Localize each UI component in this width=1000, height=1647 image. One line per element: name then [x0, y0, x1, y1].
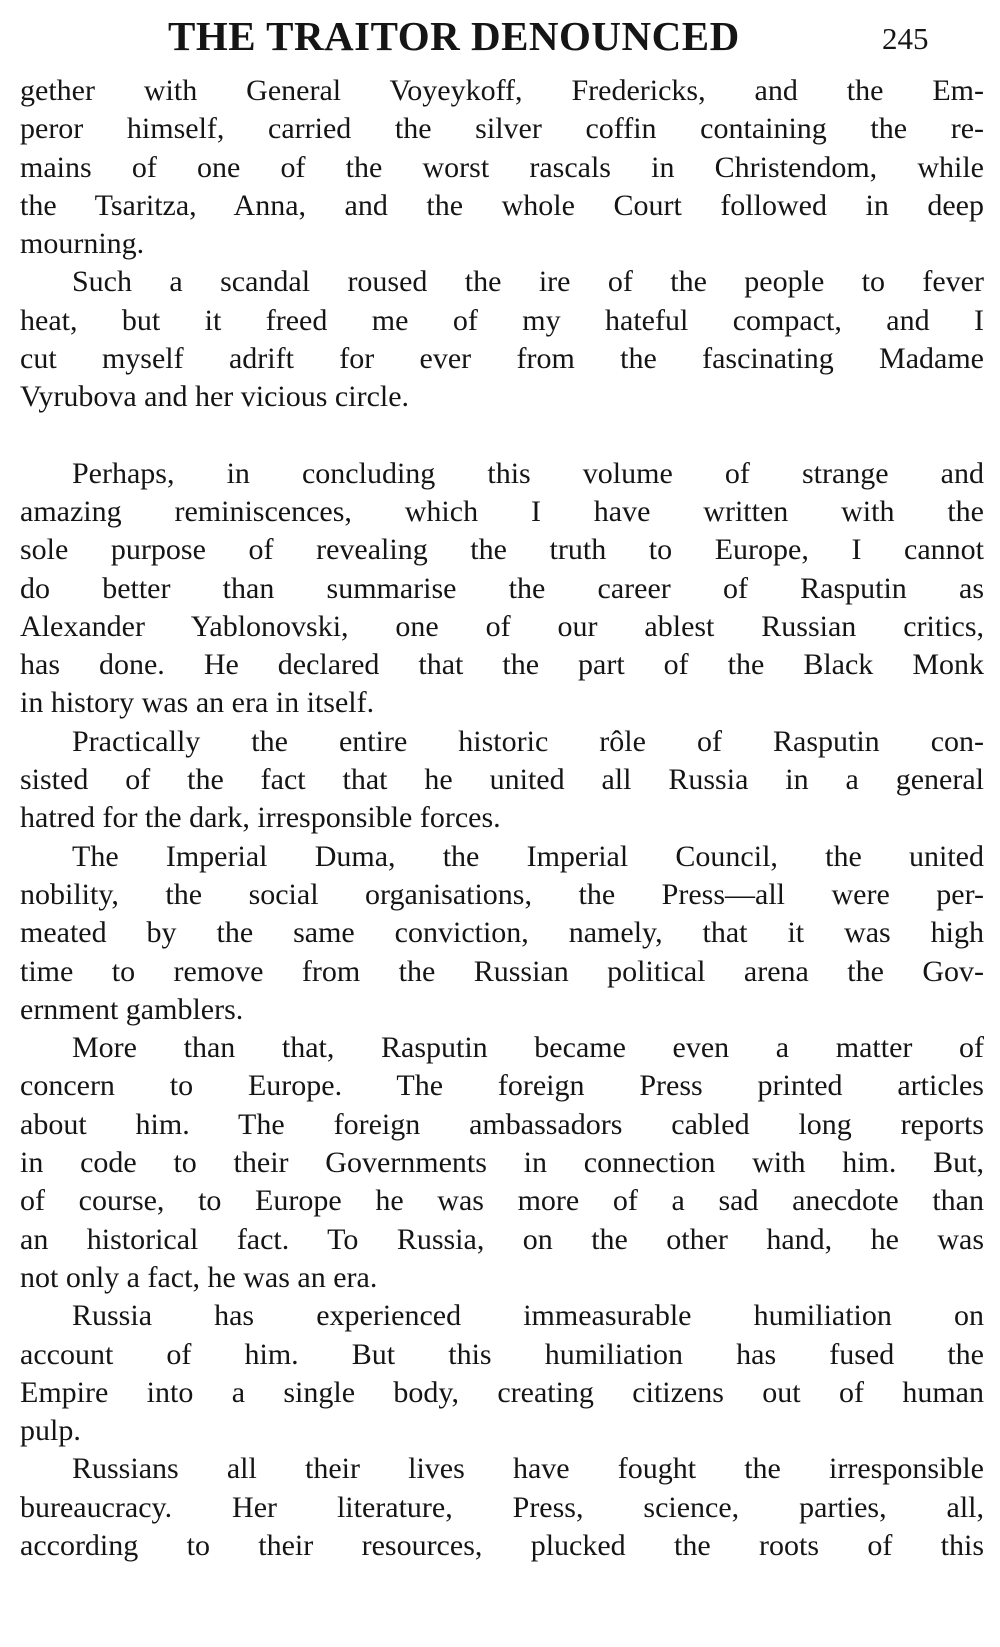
text-line: bureaucracy. Her literature, Press, science, parties, all,	[20, 1490, 984, 1524]
text-line: Empire into a single body, creating citizens out of human	[20, 1375, 984, 1409]
text-line: Alexander Yablonovski, one of our ablest Russian critics,	[20, 609, 984, 643]
text-line: pulp.	[20, 1414, 81, 1448]
text-line: amazing reminiscences, which I have written with the	[20, 494, 984, 528]
text-line: gether with General Voyeykoff, Fredericks, and the Em-	[20, 74, 984, 107]
text-line: sisted of the fact that he united all Russia in a general	[20, 763, 984, 797]
text-line: of course, to Europe he was more of a sad anecdote than	[20, 1184, 984, 1218]
text-line: Such a scandal roused the ire of the people to fever	[72, 265, 984, 299]
text-line: Russians all their lives have fought the irresponsible	[72, 1452, 984, 1486]
text-line: meated by the same conviction, namely, that it was high	[20, 916, 984, 950]
text-line: an historical fact. To Russia, on the other hand, he was	[20, 1222, 984, 1256]
text-line: More than that, Rasputin became even a matter of	[72, 1031, 984, 1065]
text-line: in code to their Governments in connection with him. But,	[20, 1146, 984, 1180]
text-line: hatred for the dark, irresponsible forces.	[20, 801, 501, 835]
body-text	[20, 72, 984, 1565]
text-line: cut myself adrift for ever from the fascinating Madame	[20, 342, 984, 376]
text-line: about him. The foreign ambassadors cabled long reports	[20, 1107, 984, 1141]
text-line: Perhaps, in concluding this volume of strange and	[72, 456, 984, 490]
text-line: heat, but it freed me of my hateful compact, and I	[20, 303, 984, 337]
text-line: mourning.	[20, 227, 145, 261]
running-title: THE TRAITOR DENOUNCED	[168, 13, 740, 59]
text-line: the Tsaritza, Anna, and the whole Court followed in deep	[20, 188, 984, 222]
text-line: not only a fact, he was an era.	[20, 1260, 378, 1294]
text-line: Practically the entire historic rôle of Rasputin con-	[72, 724, 984, 758]
text-line: do better than summarise the career of Rasputin as	[20, 571, 984, 605]
text-line: concern to Europe. The foreign Press printed articles	[20, 1069, 984, 1103]
text-line: peror himself, carried the silver coffin containing the re-	[20, 112, 984, 146]
text-line: account of him. But this humiliation has fused the	[20, 1337, 984, 1371]
text-line: in history was an era in itself.	[20, 686, 375, 720]
text-line: time to remove from the Russian political arena the Gov-	[20, 954, 984, 988]
page-header	[0, 6, 1000, 66]
text-line: sole purpose of revealing the truth to Europe, I cannot	[20, 533, 984, 567]
text-line: ernment gamblers.	[20, 992, 244, 1026]
text-line: nobility, the social organisations, the Press—all were per-	[20, 877, 984, 911]
text-line: The Imperial Duma, the Imperial Council, the united	[72, 839, 984, 873]
text-line: mains of one of the worst rascals in Christendom, while	[20, 150, 984, 184]
page-number: 245	[882, 21, 929, 56]
text-line: Russia has experienced immeasurable humiliation on	[72, 1299, 984, 1333]
text-line: according to their resources, plucked the roots of this	[20, 1528, 984, 1562]
section-break	[20, 417, 984, 455]
text-line: has done. He declared that the part of the Black Monk	[20, 648, 984, 682]
text-line: Vyrubova and her vicious circle.	[20, 380, 410, 414]
